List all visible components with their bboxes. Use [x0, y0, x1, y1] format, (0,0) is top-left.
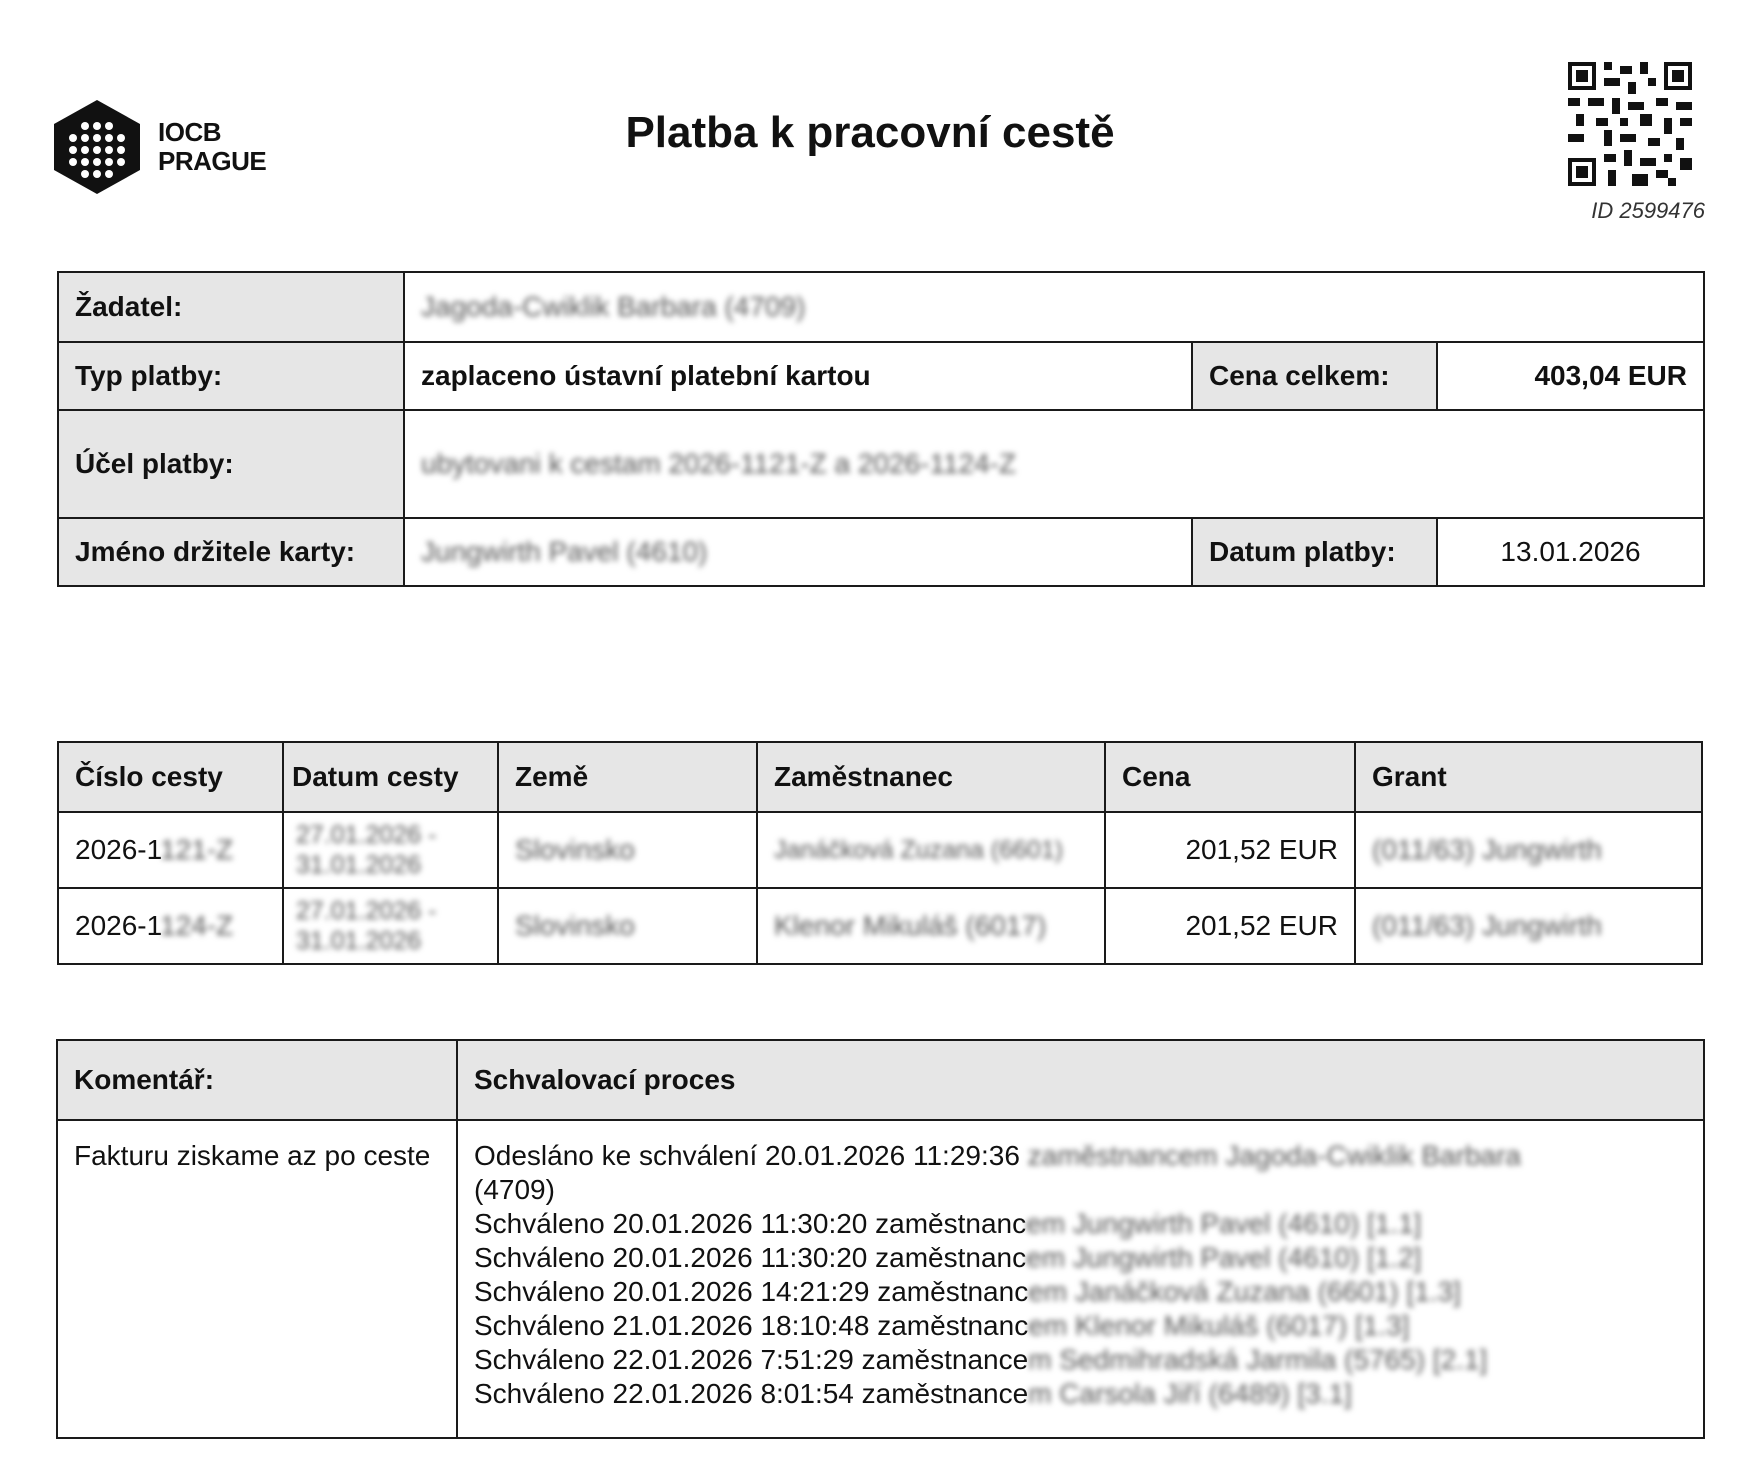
table-row [58, 888, 1702, 964]
trip-number-suffix: 124-Z [160, 910, 234, 941]
logo-line1: IOCB [158, 117, 221, 147]
approval-line [474, 1377, 1687, 1411]
purpose-value: ubytovani k cestam 2026-1121-Z a 2026-1124-Z [421, 448, 1017, 479]
col-header-trip-date: Datum cesty [283, 742, 498, 812]
approval-line [474, 1275, 1687, 1309]
approval-line-blurred: em Janáčková Zuzana (6601) [1.3] [1028, 1276, 1461, 1307]
qr-code-icon [1568, 62, 1692, 191]
page-title: Platba k pracovní cestě [625, 108, 1115, 157]
trips-table [57, 741, 1703, 965]
payment-type-label: Typ platby: [58, 342, 404, 410]
requester-value: Jagoda-Cwiklik Barbara (4709) [421, 291, 806, 322]
col-header-country: Země [498, 742, 757, 812]
approval-line [474, 1139, 1687, 1207]
col-header-grant: Grant [1355, 742, 1702, 812]
table-row [58, 812, 1702, 888]
payment-type-value: zaplaceno ústavní platební kartou [404, 342, 1192, 410]
approval-line-suffix: (4709) [474, 1174, 555, 1205]
trip-grant: (011/63) Jungwirth [1372, 834, 1602, 865]
approval-line-blurred: em Jungwirth Pavel (4610) [1.2] [1026, 1242, 1422, 1273]
trip-price: 201,52 EUR [1105, 888, 1355, 964]
approval-table [56, 1039, 1705, 1439]
approval-process-header: Schvalovací proces [457, 1040, 1704, 1120]
trip-number-prefix: 2026-1 [75, 910, 161, 941]
col-header-price: Cena [1105, 742, 1355, 812]
approval-line [474, 1207, 1687, 1241]
trip-grant: (011/63) Jungwirth [1372, 910, 1602, 941]
trip-country: Slovinsko [515, 910, 635, 941]
approval-line [474, 1309, 1687, 1343]
trip-number-prefix: 2026-1 [75, 834, 161, 865]
approval-line-blurred: m Carsola Jiří (6489) [3.1] [1028, 1378, 1352, 1409]
trip-price: 201,52 EUR [1105, 812, 1355, 888]
col-header-trip-number: Číslo cesty [58, 742, 283, 812]
logo-line2: PRAGUE [158, 146, 267, 176]
col-header-employee: Zaměstnanec [757, 742, 1105, 812]
approval-line-text: Schváleno 21.01.2026 18:10:48 zaměstnanc [474, 1310, 1029, 1341]
total-price-label: Cena celkem: [1192, 342, 1437, 410]
purpose-label: Účel platby: [58, 410, 404, 518]
payment-date-value: 13.01.2026 [1437, 518, 1704, 586]
document-id: ID 2599476 [1591, 198, 1705, 223]
approval-line-blurred: em Jungwirth Pavel (4610) [1.1] [1026, 1208, 1422, 1239]
payment-info-table [57, 271, 1705, 587]
approval-line-blurred: em Klenor Mikuláš (6017) [1.3] [1028, 1310, 1410, 1341]
approval-log [457, 1120, 1704, 1438]
trip-number-suffix: 121-Z [160, 834, 234, 865]
approval-line-text: Schváleno 22.01.2026 7:51:29 zaměstnance [474, 1344, 1029, 1375]
comment-text: Fakturu ziskame az po ceste [57, 1120, 457, 1438]
approval-line [474, 1241, 1687, 1275]
trip-employee: Klenor Mikuláš (6017) [774, 910, 1047, 941]
approval-line-blurred: zaměstnancem Jagoda-Cwiklik Barbara [1027, 1140, 1521, 1171]
approval-line-blurred: m Sedmihradská Jarmila (5765) [2.1] [1028, 1344, 1488, 1375]
approval-line-text: Schváleno 20.01.2026 11:30:20 zaměstnanc [474, 1242, 1027, 1273]
trip-employee: Janáčková Zuzana (6601) [774, 836, 1064, 864]
card-holder-value: Jungwirth Pavel (4610) [421, 536, 708, 567]
approval-line-text: Schváleno 20.01.2026 11:30:20 zaměstnanc [474, 1208, 1027, 1239]
requester-label: Žadatel: [58, 272, 404, 342]
approval-line-text: Schváleno 22.01.2026 8:01:54 zaměstnance [474, 1378, 1029, 1409]
approval-line-text: Schváleno 20.01.2026 14:21:29 zaměstnanc [474, 1276, 1029, 1307]
total-price-value: 403,04 EUR [1437, 342, 1704, 410]
trip-country: Slovinsko [515, 834, 635, 865]
payment-date-label: Datum platby: [1192, 518, 1437, 586]
card-holder-label: Jméno držitele karty: [58, 518, 404, 586]
trip-date: 27.01.2026 - 31.01.2026 [296, 821, 437, 879]
approval-line [474, 1343, 1687, 1377]
trip-date: 27.01.2026 - 31.01.2026 [296, 897, 437, 955]
comment-header: Komentář: [57, 1040, 457, 1120]
approval-line-text: Odesláno ke schválení 20.01.2026 11:29:36 [474, 1140, 1028, 1171]
